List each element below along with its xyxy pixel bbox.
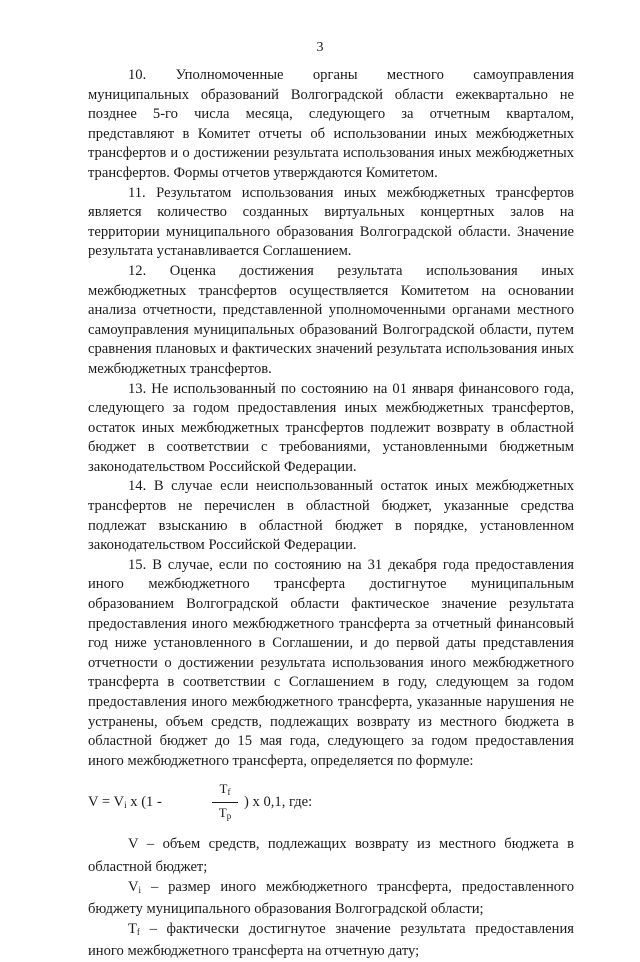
formula-lhs: $V = V_i$ x (1 -	[88, 794, 162, 811]
definition-tf: $T_f$ – фактически достигнутое значение результата предоставления иного межбюджетного трансферта на отчетную дату;	[88, 920, 574, 960]
fraction-numerator: $T_f$	[219, 781, 231, 798]
formula-fraction	[212, 781, 238, 824]
definition-vi: $V_i$ – размер иного межбюджетного трансферта, предоставленного бюджету муниципального образования Волгоградской области;	[88, 878, 574, 918]
document-body	[88, 66, 574, 962]
paragraph-14: 14. В случае если неиспользованный остаток иных межбюджетных трансфертов не перечислен в областной бюджет, указанные средства подлежат взысканию в областной бюджет в порядке, установленном законодательством Российской Федерации.	[88, 478, 574, 554]
fraction-bar	[212, 802, 238, 803]
paragraph-11: 11. Результатом использования иных межбюджетных трансфертов является количество созданных виртуальных концертных залов на территории муниципального образования Волгоградской области. Значение результата устанавливается Соглашением.	[88, 184, 574, 260]
fraction-denominator: $T_p$	[218, 805, 232, 822]
page-number: 3	[316, 40, 324, 55]
definition-v: V – объем средств, подлежащих возврату из местного бюджета в областной бюджет;	[88, 836, 574, 875]
formula-rhs: ) x 0,1, где:	[244, 794, 313, 811]
paragraph-10: 10. Уполномоченные органы местного самоуправления муниципальных образований Волгоградской области ежеквартально не позднее 5-го числа месяца, следующего за отчетным кварталом, представляют в Комитет отчеты об использовании иных межбюджетных трансфертов и о достижении результата использования иных межбюджетных трансфертов. Формы отчетов утверждаются Комитетом.	[88, 67, 574, 181]
paragraph-13: 13. Не использованный по состоянию на 01 января финансового года, следующего за годом предоставления иных межбюджетных трансфертов, остаток иных межбюджетных трансфертов подлежит возврату в областной бюджет в соответствии с требованиями, установленными бюджетным законодательством Российской Федерации.	[88, 380, 574, 475]
paragraph-12: 12. Оценка достижения результата использования иных межбюджетных трансфертов осуществляется Комитетом на основании анализа отчетности, представленной уполномоченными органами местного самоуправления муниципальных образований Волгоградской области, путем сравнения плановых и фактических значений результата использования иных межбюджетных трансфертов.	[88, 262, 574, 377]
formula	[88, 771, 574, 835]
paragraph-15: 15. В случае, если по состоянию на 31 декабря года предоставления иного межбюджетного трансферта достигнутое муниципальным образованием Волгоградской области фактическое значение результата предоставления иного межбюджетного трансферта за отчетный финансовый год ниже установленного в Соглашении, и до первой даты представления отчетности о достижении результата использования иного межбюджетного трансферта в соответствии с Соглашением в году, следующем за годом предоставления иного межбюджетного трансферта, указанные нарушения не устранены, объем средств, подлежащих возврату из местного бюджета в областной бюджет до 15 мая года, следующего за годом предоставления иного межбюджетного трансферта, определяется по формуле:	[88, 556, 574, 769]
